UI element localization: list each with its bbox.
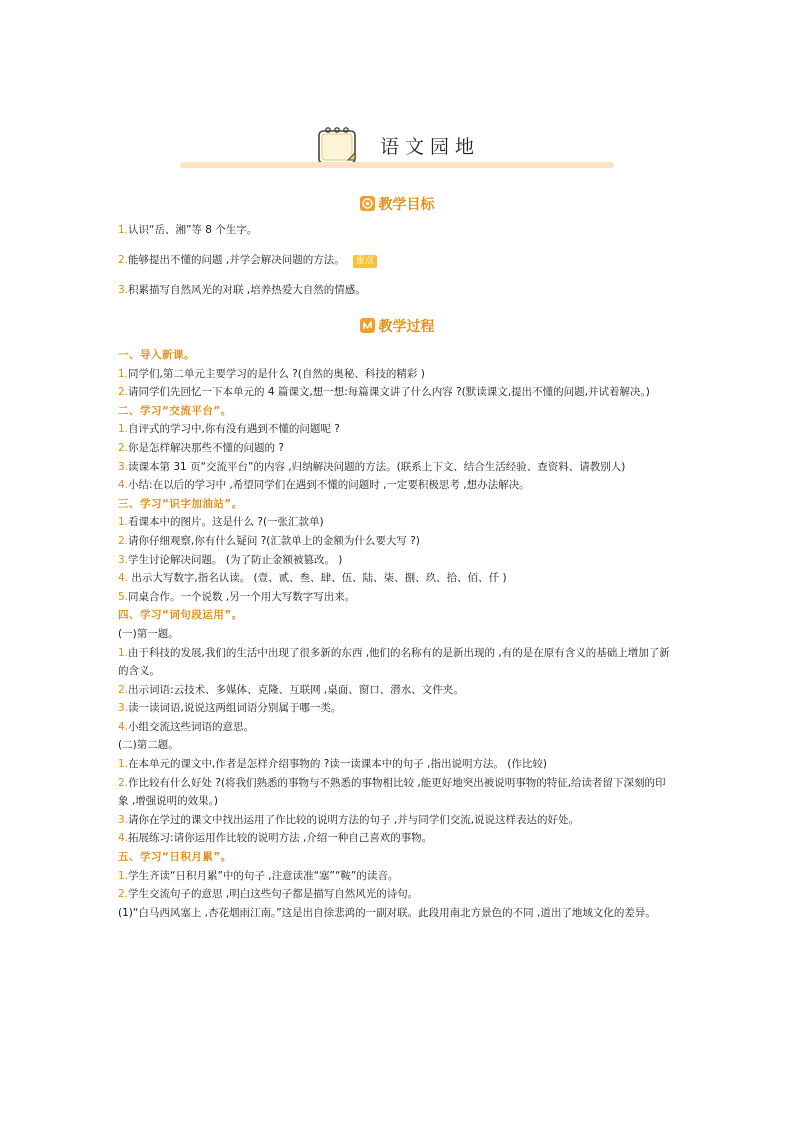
line-text: 读一读词语,说说这两组词语分别属于哪一类。 [128,702,342,715]
process-line [118,476,674,495]
goal-number: 3. [118,284,129,296]
line-text: 同桌合作。一个说数 ,另一个用大写数字写出来。 [128,590,356,603]
process-line [118,904,674,923]
line-number: 4. [118,479,129,492]
goal-item [118,283,366,297]
section-subheading: 一、导入新课。 [118,349,195,361]
process-line [118,532,674,551]
line-number: 5. [118,590,129,603]
process-heading-text: 教学过程 [378,319,435,335]
process-icon [360,318,375,333]
line-number: 4. [118,572,129,585]
line-number: 1. [118,646,129,659]
line-number: 4. [118,832,129,845]
line-text: (二)第二题。 [118,739,179,752]
process-line [118,551,674,570]
process-line [118,513,674,532]
process-line [118,867,674,886]
section-subheading: 五、学习“日积月累”。 [118,851,232,864]
process-line [118,458,674,477]
process-line [118,439,674,458]
line-text: 由于科技的发展,我们的生活中出现了很多新的东西 ,他们的名称有的是新出现的 ,有的是在原有含义的基础上增加了新的含义。 [118,646,670,678]
process-line [118,755,674,774]
line-text: 学生交流句子的意思 ,明白这些句子都是描写自然风光的诗句。 [128,888,419,901]
line-number: 2. [118,534,129,547]
process-line [118,625,674,644]
line-text: (一)第一题。 [118,627,179,640]
line-text: 读课本第 31 页“交流平台”的内容 ,归纳解决问题的方法。(联系上下文、结合生活经验、查资料、请教别人) [128,460,626,473]
line-text: 出示大写数字,指名认读。 (壹、贰、叁、肆、伍、陆、柒、捌、玖、拾、佰、仟 ) [128,572,507,585]
line-number: 1. [118,869,129,882]
goal-item [118,253,377,268]
process-line [118,885,674,904]
line-text: 拓展练习:请你运用作比较的说明方法 ,介绍一种自己喜欢的事物。 [128,832,433,845]
line-text: 你是怎样解决那些不懂的问题的 ? [128,441,284,454]
process-line [118,681,674,700]
process-line [118,774,674,811]
line-number: 2. [118,776,129,789]
key-point-tag: 重点 [353,255,377,268]
line-number: 2. [118,441,129,454]
line-number: 2. [118,888,129,901]
process-line [118,588,674,607]
process-line [118,365,674,384]
goal-number: 2. [118,254,129,266]
goal-number: 1. [118,224,129,236]
goal-item [118,223,257,237]
line-text: 请同学们先回忆一下本单元的 4 篇课文,想一想:每篇课文讲了什么内容 ?(默读课文,提出不懂的问题,并试着解决。) [128,386,650,399]
header-divider [180,162,614,168]
line-text: 出示词语:云技术、多媒体、克隆、互联网 ,桌面、窗口、潜水、文件夹。 [128,683,464,696]
line-number: 2. [118,683,129,696]
line-text: 学生讨论解决问题。 (为了防止金额被篡改。 ) [128,553,343,566]
line-text: 看课本中的图片。这是什么 ?(一张汇款单) [128,516,324,529]
line-text: (1)“白马西风塞上 ,杏花烟雨江南。”这是出自徐悲鸿的一副对联。此段用南北方景色的不同 ,道出了地域文化的差异。 [118,906,656,919]
line-number: 1. [118,423,129,436]
process-body [118,346,674,922]
goal-text: 认识“岳、湘”等 8 个生字。 [128,224,258,236]
notepad-icon [316,124,360,166]
page-title: 语文园地 [380,136,481,158]
process-line [118,383,674,402]
goals-heading [0,194,794,214]
line-number: 4. [118,720,129,733]
section-subheading: 四、学习“词句段运用”。 [118,609,243,622]
process-line [118,736,674,755]
line-text: 学生齐读“日积月累”中的句子 ,注意读准“塞”“鞍”的读音。 [128,869,399,882]
line-text: 请你仔细观察,你有什么疑问 ?(汇款单上的金额为什么要大写 ?) [128,534,420,547]
line-number: 3. [118,813,129,826]
line-number: 1. [118,758,129,771]
line-number: 3. [118,553,129,566]
line-text: 小结:在以后的学习中 ,希望同学们在遇到不懂的问题时 ,一定要积极思考 ,想办法解决。 [128,479,530,492]
target-icon [360,196,375,211]
line-number: 1. [118,516,129,529]
line-number: 2. [118,386,129,399]
process-line [118,644,674,681]
process-line [118,699,674,718]
section-subheading: 二、学习“交流平台”。 [118,404,232,417]
process-line [118,811,674,830]
line-number: 3. [118,460,129,473]
process-line [118,420,674,439]
section-subheading: 三、学习“识字加油站”。 [118,497,243,510]
line-text: 在本单元的课文中,作者是怎样介绍事物的 ?读一读课本中的句子 ,指出说明方法。 (作比较) [128,758,547,771]
line-text: 自评式的学习中,你有没有遇到不懂的问题呢 ? [128,423,340,436]
process-line [118,829,674,848]
line-number: 1. [118,367,129,380]
page-header [180,118,614,172]
process-line [118,569,674,588]
goal-text: 积累描写自然风光的对联 ,培养热爱大自然的情感。 [128,284,366,296]
line-text: 小组交流这些词语的意思。 [128,720,255,733]
process-heading [0,316,794,336]
line-number: 3. [118,702,129,715]
goals-heading-text: 教学目标 [378,197,435,213]
line-text: 请你在学过的课文中找出运用了作比较的说明方法的句子 ,并与同学们交流,说说这样表达的好处。 [128,813,580,826]
goal-text: 能够提出不懂的问题 ,并学会解决问题的方法。 [128,254,345,266]
line-text: 同学们,第二单元主要学习的是什么 ?(自然的奥秘、科技的精彩 ) [128,367,425,380]
process-line [118,718,674,737]
line-text: 作比较有什么好处 ?(将我们熟悉的事物与不熟悉的事物相比较 ,能更好地突出被说明事物的特征,给读者留下深刻的印象 ,增强说明的效果。) [118,776,666,808]
